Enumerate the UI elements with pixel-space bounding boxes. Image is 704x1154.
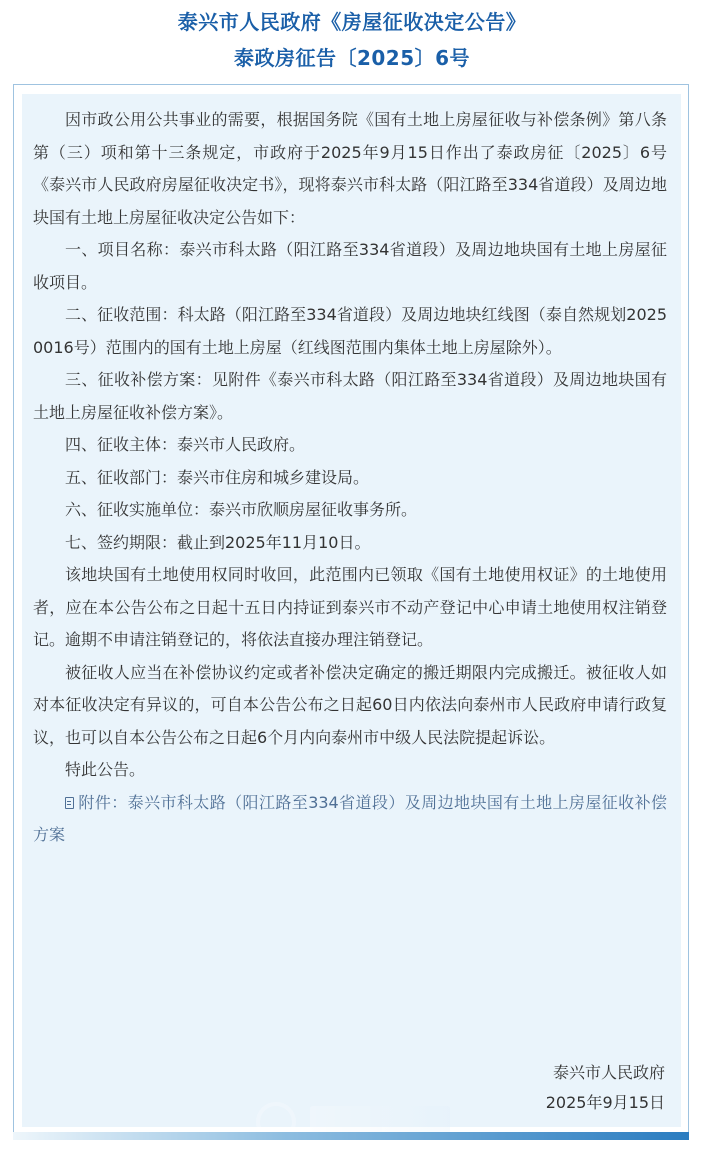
- closing-text: 特此公告。: [65, 760, 146, 779]
- signature-org: 泰兴市人民政府: [552, 1063, 665, 1082]
- land-use-paragraph: 该地块国有土地使用权同时收回，此范围内已领取《国有土地使用权证》的土地使用者，应在本公告公布之日起十五日内持证到泰兴市不动产登记中心申请土地使用权注销登记。逾期不申请注销登记的，将依法直接办理注销登记。: [33, 565, 667, 649]
- signature-date: 2025年9月15日: [545, 1093, 665, 1112]
- document-number: 泰政房征告〔2025〕6号: [233, 46, 471, 70]
- relocation-paragraph: 被征收人应当在补偿协议约定或者补偿决定确定的搬迁期限内完成搬迁。被征收人如对本征收决定有异议的，可自本公告公布之日起60日内依法向泰州市人民政府申请行政复议，也可以自本公告公布之日起6个月内向泰州市中级人民法院提起诉讼。: [33, 662, 667, 747]
- announcement-header: [0, 0, 704, 76]
- item-subject: 四、征收主体：泰兴市人民政府。: [65, 435, 306, 454]
- watermark-text-shape: [310, 1106, 450, 1134]
- document-icon: [65, 797, 74, 809]
- item-signing-deadline: 七、签约期限：截止到2025年11月10日。: [65, 532, 371, 552]
- attachment-link[interactable]: [33, 787, 667, 852]
- item-scope: 二、征收范围：科太路（阳江路至334省道段）及周边地块红线图（泰自然规划20250016号）范围内的国有土地上房屋（红线图范围内集体土地上房屋除外）。: [33, 305, 667, 357]
- document-body: [33, 104, 667, 852]
- item-department: 五、征收部门：泰兴市住房和城乡建设局。: [65, 467, 370, 487]
- item-project-name: 一、项目名称：泰兴市科太路（阳江路至334省道段）及周边地块国有土地上房屋征收项目。: [33, 240, 667, 292]
- page-title: 泰兴市人民政府《房屋征收决定公告》: [177, 10, 527, 34]
- item-implementing-unit: 六、征收实施单位：泰兴市欣顺房屋征收事务所。: [65, 500, 418, 519]
- intro-paragraph: 因市政公用公共事业的需要，根据国务院《国有土地上房屋征收与补偿条例》第八条第（三）项和第十三条规定，市政府于2025年9月15日作出了泰政房征〔2025〕6号《泰兴市人民政府房屋征收决定书》，现将泰兴市科太路（阳江路至334省道段）及周边地块国有土地上房屋征收决定公告如下：: [33, 110, 667, 227]
- item-compensation-plan: 三、征收补偿方案：见附件《泰兴市科太路（阳江路至334省道段）及周边地块国有土地上房屋征收补偿方案》。: [33, 370, 667, 422]
- attachment-label[interactable]: 附件：泰兴市科太路（阳江路至334省道段）及周边地块国有土地上房屋征收补偿方案: [33, 792, 667, 844]
- signature-block: [546, 1058, 665, 1118]
- footer-gradient-bar: [13, 1132, 689, 1140]
